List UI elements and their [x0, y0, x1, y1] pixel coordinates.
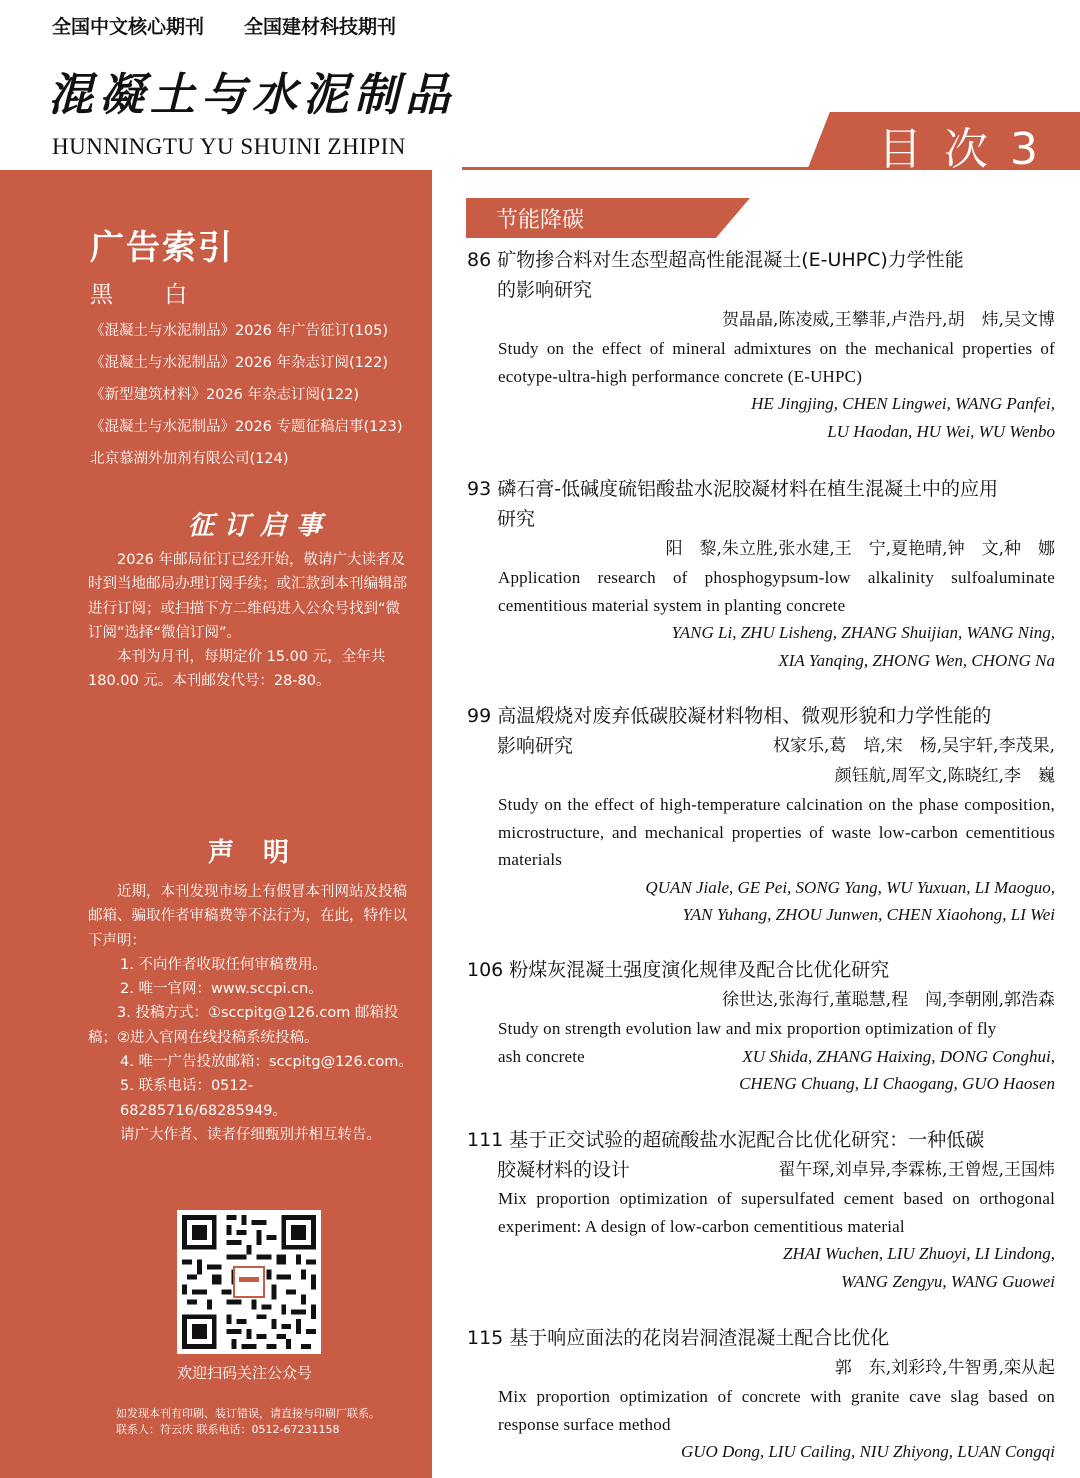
article-en-title: Study on the effect of mineral admixtures on the mechanical properties of ecotype-ultra-high performance concrete (E-UHPC)	[498, 339, 1055, 386]
statement-item: 5. 联系电话：0512-68285716/68285949。	[120, 1078, 287, 1119]
page-number: 93	[467, 478, 492, 500]
subscription-paragraph: 2026 年邮局征订已经开始，敬请广大读者及时到当地邮局办理订阅手续；或汇款到本刊编辑部进行订阅；或扫描下方二维码进入公众号找到“微订阅”选择“微信订阅”。	[88, 552, 407, 641]
article-en-authors: YANG Li, ZHU Lisheng, ZHANG Shuijian, WANG Ning,	[671, 623, 1055, 642]
statement-item: 4. 唯一广告投放邮箱：sccpitg@126.com。	[120, 1054, 413, 1071]
page-number: 115	[467, 1327, 504, 1349]
statement-title: 声 明	[208, 838, 300, 868]
article-entry[interactable]	[467, 474, 1055, 674]
qr-caption: 欢迎扫码关注公众号	[177, 1364, 313, 1382]
section-title: 节能降碳	[496, 208, 585, 233]
ad-item: 《混凝土与水泥制品》2026 专题征稿启事(123)	[90, 419, 403, 435]
article-en-authors: ZHAI Wuchen, LIU Zhuoyi, LI Lindong,	[783, 1244, 1055, 1263]
journal-pinyin: HUNNINGTU YU SHUINI ZHIPIN	[52, 134, 406, 159]
statement-item: 2. 唯一官网：www.sccpi.cn。	[120, 981, 323, 998]
printer-contact: 联系人：符云庆 联系电话：0512-67231158	[116, 1423, 340, 1436]
page-number: 106	[467, 959, 504, 981]
article-zh-title: 86 矿物掺合料对生态型超高性能混凝土(E-UHPC)力学性能 的影响研究	[467, 249, 964, 301]
article-en-authors: GUO Dong, LIU Cailing, NIU Zhiyong, LUAN Congqi	[680, 1442, 1055, 1461]
article-en-authors: WANG Zengyu, WANG Guowei	[841, 1271, 1055, 1291]
ad-item: 北京慕湖外加剂有限公司(124)	[90, 451, 289, 467]
article-entry[interactable]	[467, 701, 1055, 929]
article-zh-title: 115 基于响应面法的花岗岩洞渣混凝土配合比优化	[467, 1327, 890, 1349]
article-en-title: Study on the effect of high-temperature calcination on the phase composition, microstructure, and mechanical properties of waste low-carbon cementitious materials	[498, 795, 1055, 869]
ad-index-title: 广告索引	[90, 228, 234, 268]
statement-item: 请广大作者、读者仔细甄别并相互转告。	[120, 1126, 381, 1143]
ad-index-subtitle: 黑 白	[90, 282, 210, 308]
ad-item: 《混凝土与水泥制品》2026 年广告征订(105)	[90, 323, 388, 339]
statement-intro: 近期，本刊发现市场上有假冒本刊网站及投稿邮箱、骗取作者审稿费等不法行为，在此，特作以下声明：	[88, 884, 407, 949]
badge-building-materials: 全国建材科技期刊	[244, 16, 397, 38]
article-zh-authors: 权家乐,葛 培,宋 杨,吴宇轩,李茂果,	[772, 736, 1055, 756]
toc-title: 目 次 3	[878, 124, 1042, 175]
statement-item: 1. 不向作者收取任何审稿费用。	[120, 956, 327, 973]
statement-text	[88, 880, 414, 1147]
article-entry[interactable]	[467, 245, 1055, 445]
article-zh-title-cont: 胶凝材料的设计	[497, 1159, 631, 1181]
page-number: 86	[467, 249, 492, 271]
article-zh-authors: 徐世达,张海行,董聪慧,程 闯,李朝刚,郭浩森	[721, 990, 1055, 1010]
article-zh-title: 99 高温煅烧对废弃低碳胶凝材料物相、微观形貌和力学性能的	[467, 705, 992, 727]
statement-item: 3. 投稿方式：①sccpitg@126.com 邮箱投稿；②进入官网在线投稿系统投稿。	[88, 1005, 399, 1046]
article-zh-authors: 阳 黎,朱立胜,张水建,王 宁,夏艳晴,钟 文,种 娜	[665, 539, 1055, 559]
article-en-title: Study on strength evolution law and mix proportion optimization of fly	[498, 1019, 997, 1038]
article-en-authors: QUAN Jiale, GE Pei, SONG Yang, WU Yuxuan, LI Maoguo,	[645, 877, 1055, 897]
article-entry[interactable]	[467, 1125, 1055, 1295]
article-en-authors: LU Haodan, HU Wei, WU Wenbo	[827, 421, 1055, 441]
article-en-title-cont: ash concrete	[498, 1046, 585, 1066]
article-en-authors: XIA Yanqing, ZHONG Wen, CHONG Na	[778, 650, 1055, 670]
badge-core-journal: 全国中文核心期刊	[52, 16, 205, 38]
ad-item: 《混凝土与水泥制品》2026 年杂志订阅(122)	[90, 355, 388, 371]
article-zh-authors: 颜钰航,周军文,陈晓红,李 巍	[834, 766, 1055, 786]
article-entry[interactable]	[467, 1323, 1055, 1466]
journal-badges	[52, 12, 396, 39]
article-zh-title: 111 基于正交试验的超硫酸盐水泥配合比优化研究：一种低碳	[467, 1129, 985, 1151]
ad-item: 《新型建筑材料》2026 年杂志订阅(122)	[90, 387, 359, 403]
article-en-title: Mix proportion optimization of concrete with granite cave slag based on response surface method	[498, 1387, 1055, 1434]
article-en-authors: HE Jingjing, CHEN Lingwei, WANG Panfei,	[751, 394, 1055, 413]
print-error-note: 如发现本刊有印刷、装订错误，请直接与印刷厂联系。	[116, 1407, 380, 1420]
article-zh-authors: 郭 东,刘彩玲,牛智勇,栾从起	[834, 1358, 1055, 1378]
subscription-title: 征订启事	[188, 511, 333, 541]
article-en-title: Mix proportion optimization of supersulfated cement based on orthogonal experiment: A design of low-carbon cementitious material	[498, 1189, 1055, 1236]
article-zh-title: 106 粉煤灰混凝土强度演化规律及配合比优化研究	[467, 959, 890, 981]
subscription-paragraph: 本刊为月刊，每期定价 15.00 元，全年共 180.00 元。本刊邮发代号：28-80。	[88, 649, 386, 690]
article-zh-authors: 翟午琛,刘卓异,李霖栋,王曾煜,王国炜	[778, 1160, 1055, 1180]
subscription-text	[88, 548, 414, 694]
article-zh-authors: 贺晶晶,陈凌威,王攀菲,卢浩丹,胡 炜,吴文博	[721, 310, 1055, 330]
article-en-authors: CHENG Chuang, LI Chaogang, GUO Haosen	[739, 1074, 1055, 1093]
article-entry[interactable]	[467, 955, 1055, 1098]
page-number: 99	[467, 705, 492, 727]
article-en-title: Application research of phosphogypsum-low alkalinity sulfoaluminate cementitious material system in planting concrete	[498, 568, 1055, 615]
article-en-authors: XU Shida, ZHANG Haixing, DONG Conghui,	[742, 1046, 1055, 1066]
journal-masthead: 混凝土与水泥制品	[48, 68, 457, 121]
article-zh-title: 93 磷石膏-低碱度硫铝酸盐水泥胶凝材料在植生混凝土中的应用 研究	[467, 478, 999, 530]
qr-code-icon[interactable]	[177, 1210, 321, 1354]
article-zh-title-cont: 影响研究	[497, 735, 574, 757]
page-number: 111	[467, 1129, 504, 1151]
article-en-authors: YAN Yuhang, ZHOU Junwen, CHEN Xiaohong, LI Wei	[682, 905, 1055, 924]
